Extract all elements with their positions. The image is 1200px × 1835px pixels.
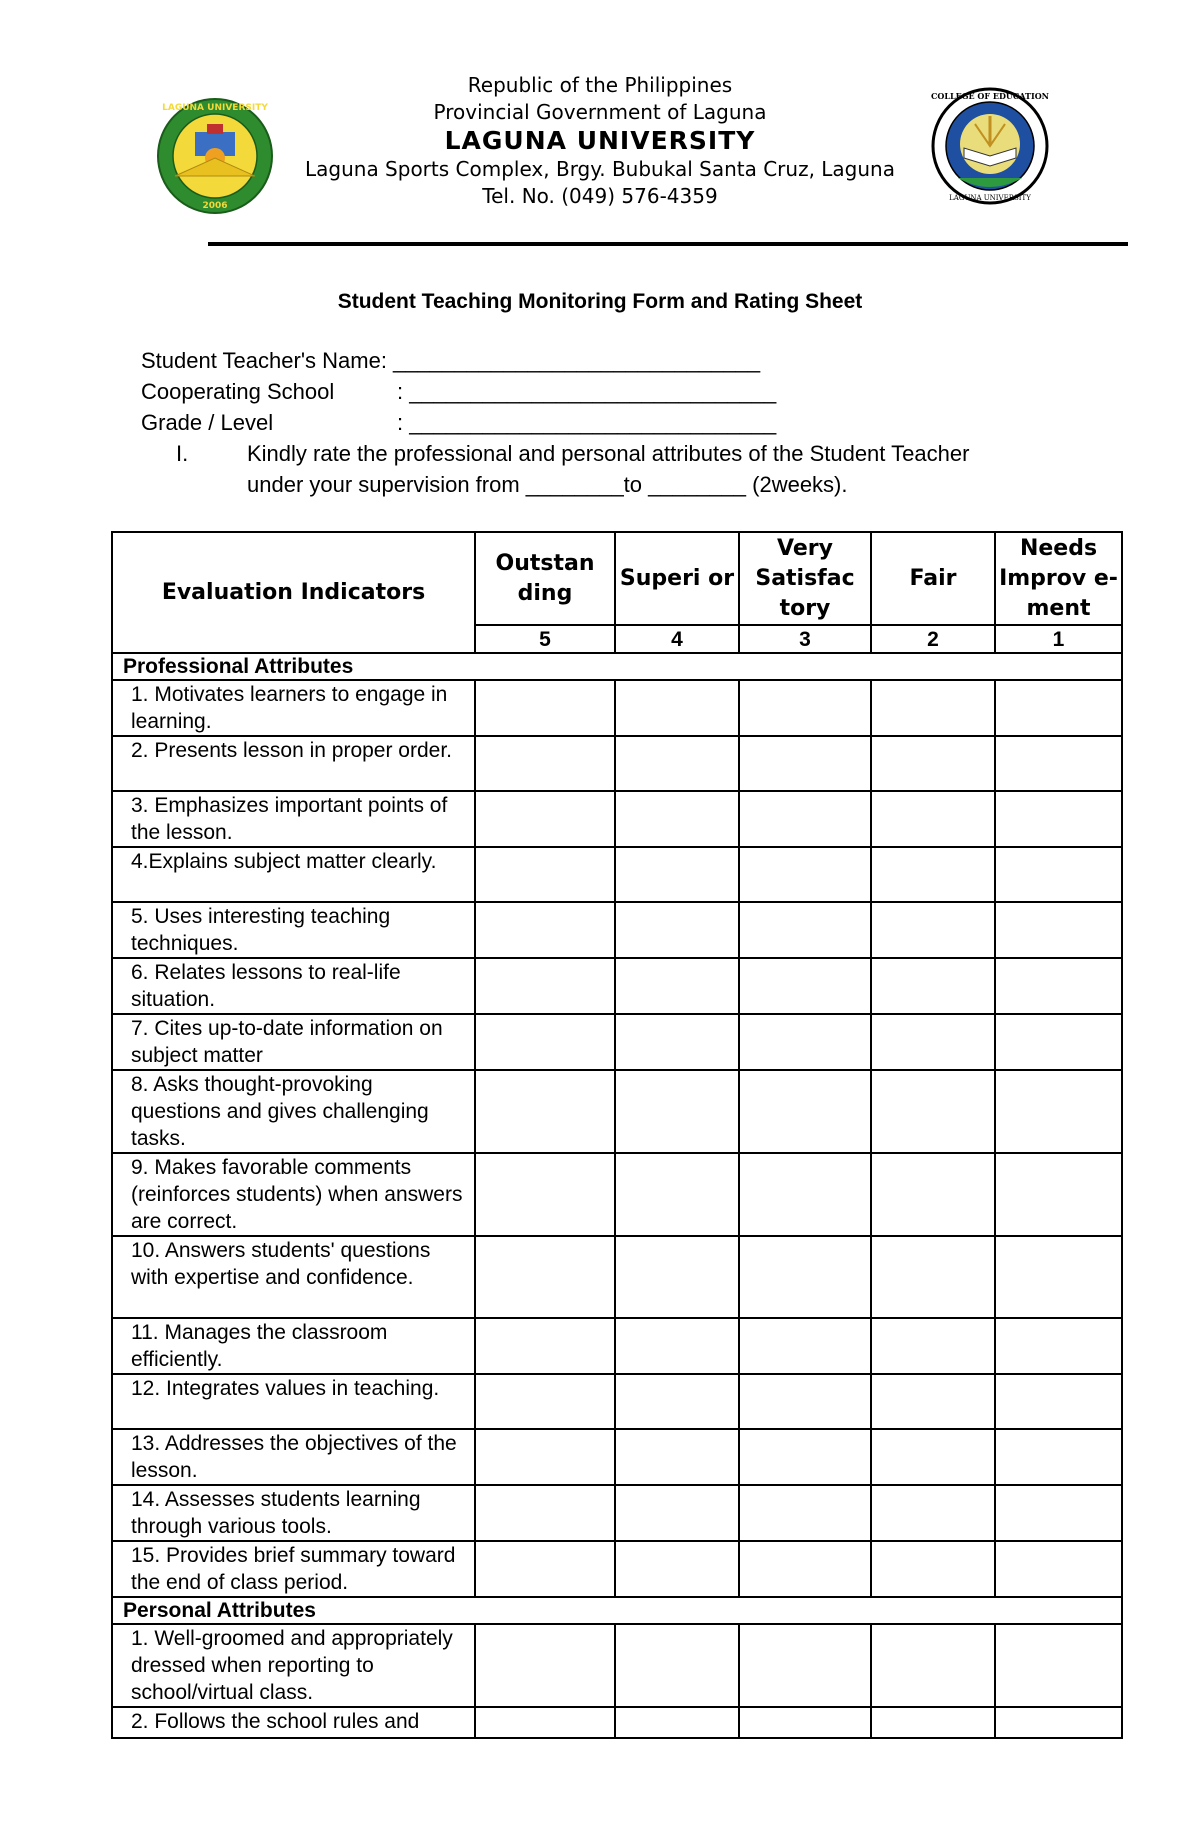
grade-level-field <box>141 410 776 436</box>
rating-cell-5[interactable] <box>475 1707 615 1738</box>
professional-indicator-9: 9. Makes favorable comments (reinforces students) when answers are correct. <box>112 1153 475 1236</box>
rating-cell-1[interactable] <box>995 791 1122 847</box>
instruction-line-2: under your supervision from ________to ________ (2weeks). <box>247 472 848 497</box>
rating-cell-4[interactable] <box>615 1541 739 1597</box>
rating-header-2: Fair <box>871 532 995 625</box>
professional-indicator-2: 2. Presents lesson in proper order. <box>112 736 475 791</box>
table-row <box>112 1707 1122 1738</box>
student-name-blank[interactable]: ______________________________ <box>386 348 761 373</box>
professional-indicator-7: 7. Cites up-to-date information on subject matter <box>112 1014 475 1070</box>
rating-cell-5[interactable] <box>475 1236 615 1318</box>
letterhead <box>0 72 1200 210</box>
rating-cell-1[interactable] <box>995 1236 1122 1318</box>
rating-cell-1[interactable] <box>995 736 1122 791</box>
rating-cell-3[interactable] <box>739 791 871 847</box>
student-name-label: Student Teacher's Name: <box>141 348 387 373</box>
cooperating-school-field <box>141 379 776 405</box>
rating-cell-4[interactable] <box>615 1014 739 1070</box>
rating-cell-1[interactable] <box>995 1485 1122 1541</box>
instruction-number: I. <box>176 441 189 466</box>
rating-cell-1[interactable] <box>995 1318 1122 1374</box>
rating-cell-1[interactable] <box>995 1707 1122 1738</box>
rating-value-2: 2 <box>871 625 995 653</box>
rating-cell-1[interactable] <box>995 1153 1122 1236</box>
rating-cell-5[interactable] <box>475 847 615 902</box>
rating-cell-5[interactable] <box>475 680 615 736</box>
rating-cell-2[interactable] <box>871 1236 995 1318</box>
rating-cell-3[interactable] <box>739 736 871 791</box>
personal-attributes-heading: Personal Attributes <box>112 1597 1122 1624</box>
professional-attributes-heading: Professional Attributes <box>112 653 1122 680</box>
rating-cell-5[interactable] <box>475 1624 615 1707</box>
rating-cell-2[interactable] <box>871 791 995 847</box>
rating-cell-2[interactable] <box>871 1624 995 1707</box>
table-row <box>112 1624 1122 1707</box>
rating-cell-2[interactable] <box>871 1153 995 1236</box>
rating-cell-1[interactable] <box>995 902 1122 958</box>
rating-cell-4[interactable] <box>615 1707 739 1738</box>
rating-cell-5[interactable] <box>475 902 615 958</box>
rating-cell-5[interactable] <box>475 1429 615 1485</box>
rating-cell-3[interactable] <box>739 902 871 958</box>
rating-cell-4[interactable] <box>615 680 739 736</box>
rating-cell-5[interactable] <box>475 1153 615 1236</box>
rating-header-1: Needs Improv e-ment <box>995 532 1122 625</box>
rating-cell-4[interactable] <box>615 1429 739 1485</box>
rating-cell-2[interactable] <box>871 1541 995 1597</box>
rating-value-1: 1 <box>995 625 1122 653</box>
header-address: Laguna Sports Complex, Brgy. Bubukal Santa Cruz, Laguna <box>305 157 895 181</box>
rating-cell-4[interactable] <box>615 791 739 847</box>
rating-cell-3[interactable] <box>739 1374 871 1429</box>
logo-left-caption: LAGUNA UNIVERSITY <box>162 103 268 113</box>
rating-header-4: Superi or <box>615 532 739 625</box>
table-row <box>112 847 1122 902</box>
professional-indicator-11: 11. Manages the classroom efficiently. <box>112 1318 475 1374</box>
rating-cell-4[interactable] <box>615 1624 739 1707</box>
rating-cell-1[interactable] <box>995 1624 1122 1707</box>
rating-cell-3[interactable] <box>739 958 871 1014</box>
rating-cell-5[interactable] <box>475 1541 615 1597</box>
rating-cell-2[interactable] <box>871 1485 995 1541</box>
rating-cell-2[interactable] <box>871 847 995 902</box>
rating-cell-4[interactable] <box>615 847 739 902</box>
table-row <box>112 1070 1122 1153</box>
rating-cell-2[interactable] <box>871 1070 995 1153</box>
professional-indicator-15: 15. Provides brief summary toward the end of class period. <box>112 1541 475 1597</box>
rating-cell-1[interactable] <box>995 1070 1122 1153</box>
rating-cell-3[interactable] <box>739 847 871 902</box>
header-provincial: Provincial Government of Laguna <box>433 100 767 124</box>
table-row <box>112 791 1122 847</box>
rating-header-3: Very Satisfac tory <box>739 532 871 625</box>
rating-cell-3[interactable] <box>739 1070 871 1153</box>
personal-indicator-1: 1. Well-groomed and appropriately dressed when reporting to school/virtual class. <box>112 1624 475 1707</box>
professional-indicator-8: 8. Asks thought-provoking questions and gives challenging tasks. <box>112 1070 475 1153</box>
rating-cell-5[interactable] <box>475 1485 615 1541</box>
rating-cell-4[interactable] <box>615 1070 739 1153</box>
table-row <box>112 1318 1122 1374</box>
rating-value-5: 5 <box>475 625 615 653</box>
header-divider <box>208 242 1128 246</box>
table-row <box>112 1541 1122 1597</box>
professional-indicator-13: 13. Addresses the objectives of the lesson. <box>112 1429 475 1485</box>
rating-cell-3[interactable] <box>739 1429 871 1485</box>
logo-right-caption: COLLEGE OF EDUCATION <box>931 91 1049 101</box>
header-tel: Tel. No. (049) 576-4359 <box>482 184 718 208</box>
rating-cell-5[interactable] <box>475 1374 615 1429</box>
rating-cell-1[interactable] <box>995 847 1122 902</box>
form-title: Student Teaching Monitoring Form and Rating Sheet <box>337 290 863 313</box>
rating-cell-5[interactable] <box>475 1070 615 1153</box>
rating-cell-2[interactable] <box>871 1318 995 1374</box>
table-row <box>112 1429 1122 1485</box>
rating-cell-3[interactable] <box>739 1485 871 1541</box>
rating-cell-3[interactable] <box>739 1707 871 1738</box>
personal-items <box>112 1624 1122 1738</box>
rating-cell-1[interactable] <box>995 680 1122 736</box>
logo-right-bottom: LAGUNA UNIVERSITY <box>949 194 1031 202</box>
evaluation-indicators-header: Evaluation Indicators <box>112 532 475 653</box>
rating-cell-3[interactable] <box>739 1153 871 1236</box>
professional-indicator-4: 4.Explains subject matter clearly. <box>112 847 475 902</box>
rating-cell-2[interactable] <box>871 1014 995 1070</box>
student-name-field <box>141 348 760 374</box>
professional-items <box>112 680 1122 1597</box>
rating-cell-3[interactable] <box>739 1541 871 1597</box>
professional-indicator-6: 6. Relates lessons to real-life situation. <box>112 958 475 1014</box>
logo-left-year: 2006 <box>202 201 228 211</box>
rating-cell-5[interactable] <box>475 1014 615 1070</box>
rating-cell-4[interactable] <box>615 1374 739 1429</box>
table-row <box>112 736 1122 791</box>
rating-cell-4[interactable] <box>615 1153 739 1236</box>
grade-level-blank[interactable]: : ______________________________ <box>397 410 777 435</box>
rating-cell-1[interactable] <box>995 1374 1122 1429</box>
rating-cell-2[interactable] <box>871 1429 995 1485</box>
header-republic: Republic of the Philippines <box>467 73 733 97</box>
table-row <box>112 1014 1122 1070</box>
evaluation-table <box>111 531 1123 1739</box>
rating-cell-3[interactable] <box>739 680 871 736</box>
rating-cell-1[interactable] <box>995 1541 1122 1597</box>
header-university: LAGUNA UNIVERSITY <box>444 126 756 155</box>
rating-cell-4[interactable] <box>615 1318 739 1374</box>
rating-value-3: 3 <box>739 625 871 653</box>
rating-cell-2[interactable] <box>871 736 995 791</box>
rating-cell-3[interactable] <box>739 1236 871 1318</box>
cooperating-school-blank[interactable]: : ______________________________ <box>397 379 777 404</box>
rating-cell-4[interactable] <box>615 1236 739 1318</box>
rating-cell-2[interactable] <box>871 902 995 958</box>
rating-cell-1[interactable] <box>995 1014 1122 1070</box>
table-row <box>112 958 1122 1014</box>
rating-cell-3[interactable] <box>739 1318 871 1374</box>
rating-value-4: 4 <box>615 625 739 653</box>
grade-level-label: Grade / Level <box>141 410 274 435</box>
rating-cell-4[interactable] <box>615 902 739 958</box>
rating-cell-1[interactable] <box>995 958 1122 1014</box>
instruction-line-1: Kindly rate the professional and personal attributes of the Student Teacher <box>247 441 970 466</box>
table-row <box>112 1153 1122 1236</box>
table-row <box>112 902 1122 958</box>
rating-cell-2[interactable] <box>871 1707 995 1738</box>
rating-cell-2[interactable] <box>871 1374 995 1429</box>
professional-indicator-5: 5. Uses interesting teaching techniques. <box>112 902 475 958</box>
rating-cell-5[interactable] <box>475 1318 615 1374</box>
rating-cell-2[interactable] <box>871 958 995 1014</box>
rating-cell-5[interactable] <box>475 736 615 791</box>
cooperating-school-label: Cooperating School <box>141 379 335 404</box>
rating-cell-1[interactable] <box>995 1429 1122 1485</box>
rating-cell-5[interactable] <box>475 791 615 847</box>
table-row <box>112 1374 1122 1429</box>
rating-cell-3[interactable] <box>739 1014 871 1070</box>
personal-indicator-2: 2. Follows the school rules and <box>112 1707 475 1738</box>
rating-header-5: Outstan ding <box>475 532 615 625</box>
professional-indicator-12: 12. Integrates values in teaching. <box>112 1374 475 1429</box>
professional-indicator-10: 10. Answers students' questions with expertise and confidence. <box>112 1236 475 1318</box>
rating-cell-5[interactable] <box>475 958 615 1014</box>
table-row <box>112 680 1122 736</box>
table-row <box>112 1485 1122 1541</box>
rating-cell-4[interactable] <box>615 1485 739 1541</box>
rating-cell-3[interactable] <box>739 1624 871 1707</box>
rating-cell-4[interactable] <box>615 958 739 1014</box>
professional-indicator-1: 1. Motivates learners to engage in learning. <box>112 680 475 736</box>
rating-cell-2[interactable] <box>871 680 995 736</box>
professional-indicator-3: 3. Emphasizes important points of the lesson. <box>112 791 475 847</box>
rating-cell-4[interactable] <box>615 736 739 791</box>
table-row <box>112 1236 1122 1318</box>
professional-indicator-14: 14. Assesses students learning through various tools. <box>112 1485 475 1541</box>
